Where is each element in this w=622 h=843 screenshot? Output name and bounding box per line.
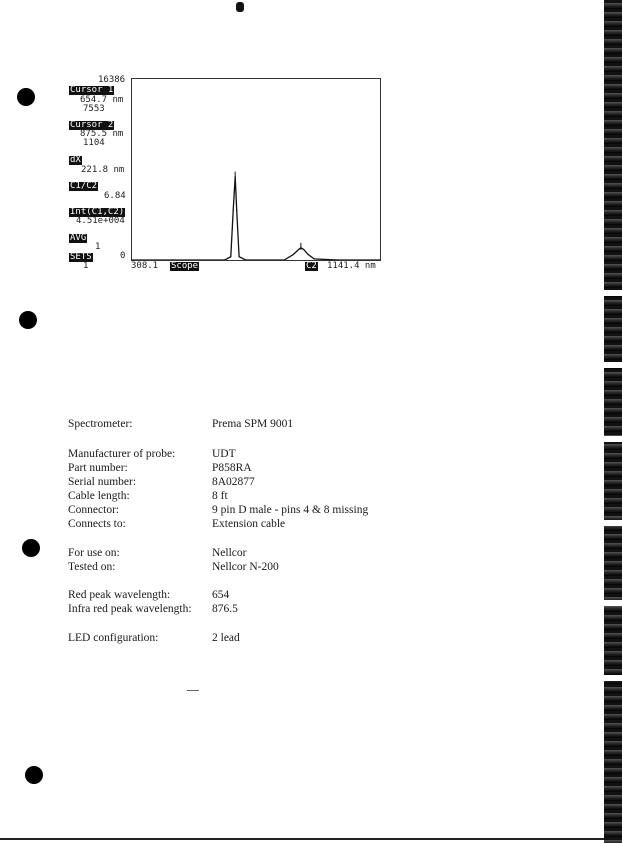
integral-label: Int(C1,C2): [70, 207, 125, 217]
ratio-label: C1/C2: [70, 181, 98, 191]
punch-hole: [22, 539, 40, 557]
cursor2-x: 875.5 nm: [80, 129, 124, 139]
spec-label: Infra red peak wavelength:: [68, 603, 192, 615]
punch-hole: [25, 766, 43, 784]
spec-value: P858RA: [212, 462, 252, 474]
spec-label: Manufacturer of probe:: [68, 448, 176, 460]
c2-marker: C2: [306, 261, 317, 271]
spec-value: 2 lead: [212, 632, 240, 644]
spec-label: Connects to:: [68, 518, 126, 530]
integral-value: 4.51e+004: [76, 216, 125, 226]
spectrum-point: [236, 210, 237, 211]
sets-label: SETS: [70, 252, 92, 262]
spec-value: 9 pin D male - pins 4 & 8 missing: [212, 504, 369, 516]
spec-label: Tested on:: [68, 561, 116, 573]
spec-value: 8 ft: [212, 490, 228, 502]
y-max-label: 16386: [98, 75, 126, 85]
avg-value: 1: [95, 242, 101, 252]
spectrum-svg: [132, 79, 380, 260]
spectrum-point: [239, 256, 240, 257]
spectrum-point: [303, 249, 304, 250]
spec-value: Extension cable: [212, 518, 286, 530]
spectrum-point: [299, 248, 300, 249]
dx-label: dX: [70, 155, 81, 165]
scanner-edge: [604, 0, 622, 843]
scan-speck: [187, 690, 199, 691]
edge-gap: [604, 520, 622, 526]
spec-value: 8A02877: [212, 476, 255, 488]
edge-gap: [604, 600, 622, 606]
cursor1-y: 7553: [83, 104, 105, 114]
spectrum-plot: [131, 78, 381, 261]
spec-value: 654: [212, 589, 230, 601]
scope-label: Scope: [171, 261, 199, 271]
ratio-value: 6.84: [104, 191, 126, 201]
spec-value: Prema SPM 9001: [212, 418, 294, 430]
edge-gap: [604, 290, 622, 296]
spec-label: For use on:: [68, 547, 120, 559]
spectrum-point: [308, 254, 309, 255]
edge-gap: [604, 436, 622, 442]
spec-label: Part number:: [68, 462, 128, 474]
edge-gap: [604, 362, 622, 368]
bottom-rule: [0, 838, 604, 840]
spectrum-point: [314, 258, 315, 259]
spec-label: Connector:: [68, 504, 120, 516]
spectrum-series-line: [132, 177, 380, 260]
spec-value: UDT: [212, 448, 236, 460]
avg-label: AVG: [70, 233, 87, 243]
cursor2-label: Cursor 2: [70, 120, 114, 130]
sets-value: 1: [83, 261, 89, 271]
spec-value: Nellcor N-200: [212, 561, 279, 573]
spectrum-point: [230, 256, 231, 257]
punch-hole: [19, 311, 37, 329]
spec-value: Nellcor: [212, 547, 247, 559]
x-max-label: 1141.4 nm: [327, 261, 376, 271]
scan-speck: [236, 2, 244, 12]
y-min-label: 0: [120, 251, 126, 261]
spec-label: Spectrometer:: [68, 418, 133, 430]
spec-value: 876.5: [212, 603, 238, 615]
spec-label: Serial number:: [68, 476, 137, 488]
cursor1-label: Cursor 1: [70, 85, 114, 95]
dx-value: 221.8 nm: [81, 165, 125, 175]
spectrum-point: [293, 254, 294, 255]
spec-label: Cable length:: [68, 490, 130, 502]
spectrum-point: [233, 210, 234, 211]
spec-label: Red peak wavelength:: [68, 589, 171, 601]
edge-gap: [604, 675, 622, 681]
punch-hole: [17, 88, 35, 106]
x-min-label: 308.1: [131, 261, 159, 271]
cursor2-y: 1104: [83, 138, 105, 148]
cursor1-x: 654.7 nm: [80, 95, 124, 105]
spec-label: LED configuration:: [68, 632, 159, 644]
